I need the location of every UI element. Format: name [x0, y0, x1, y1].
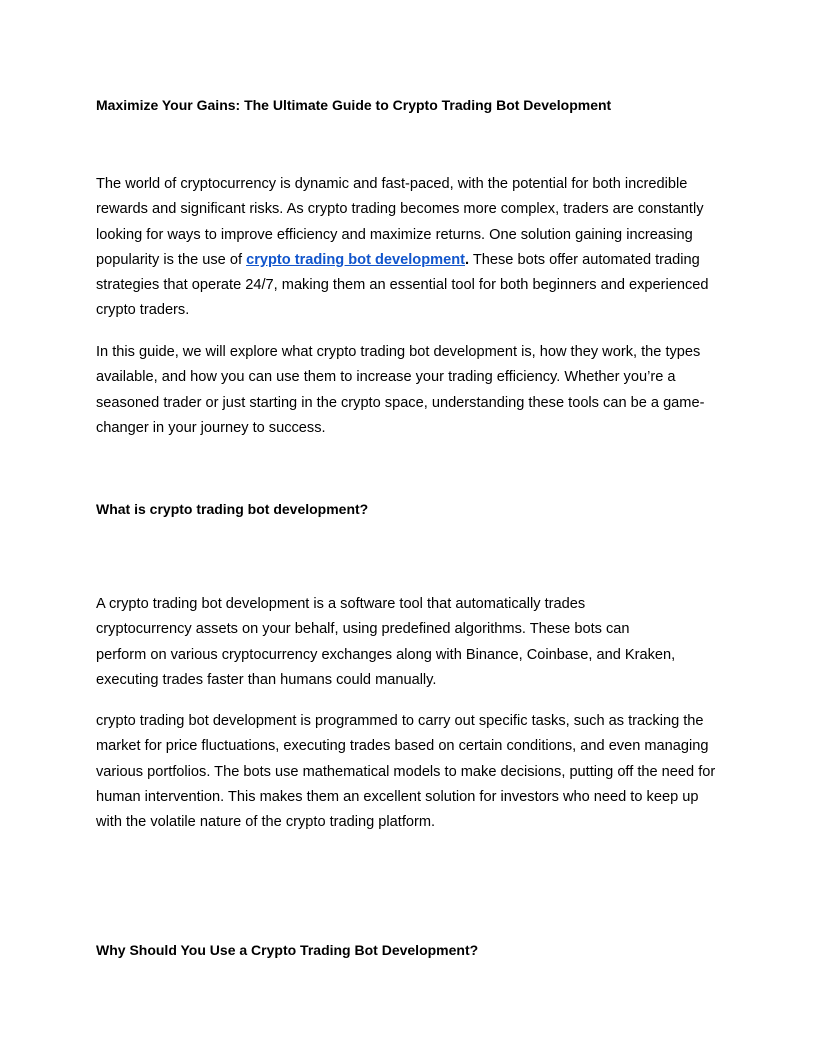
intro-p1-period: . — [465, 251, 470, 268]
intro-paragraph-1 — [96, 172, 728, 324]
section1-p1-line-1: A crypto trading bot development is a software tool that automatically trades — [96, 596, 586, 612]
crypto-trading-bot-link[interactable]: crypto trading bot development — [246, 251, 465, 268]
section1-p1-line-2: cryptocurrency assets on your behalf, using predefined algorithms. These bots can — [96, 621, 630, 638]
section1-p1-line-4: executing trades faster than humans could manually. — [96, 671, 437, 688]
section1-p1-line-3: perform on various cryptocurrency exchanges along with Binance, Coinbase, and Kraken, — [96, 646, 676, 663]
intro-p1-text-after: These bots offer automated trading strategies that operate 24/7, making them an essential tool for both beginners and experienced crypto traders. — [96, 251, 709, 319]
section-heading-why-use: Why Should You Use a Crypto Trading Bot Development? — [96, 942, 479, 958]
section1-paragraph-2: crypto trading bot development is programmed to carry out specific tasks, such as tracking the market for price fluctuations, executing trades based on certain conditions, and even managing various portfolios. The bots use mathematical models to make decisions, putting off the need for human intervention. This makes them an excellent solution for investors who need to keep up with the volatile nature of the crypto trading platform. — [96, 713, 716, 831]
section1-paragraph-1 — [96, 592, 728, 693]
document-title: Maximize Your Gains: The Ultimate Guide to Crypto Trading Bot Development — [96, 97, 612, 113]
intro-paragraph-2: In this guide, we will explore what crypto trading bot development is, how they work, the types available, and how you can use them to increase your trading efficiency. Whether you’re a seasoned trader or just starting in the crypto space, understanding these tools can be a game-changer in your journey to success. — [96, 344, 705, 436]
intro-p1-text: The world of cryptocurrency is dynamic and fast-paced, with the potential for both incredible rewards and significant risks. As crypto trading becomes more complex, traders are constantly looking for ways to improve efficiency and maximize returns. One solution gaining increasing popularity is the use of — [96, 176, 704, 268]
section-heading-what-is: What is crypto trading bot development? — [96, 501, 369, 517]
